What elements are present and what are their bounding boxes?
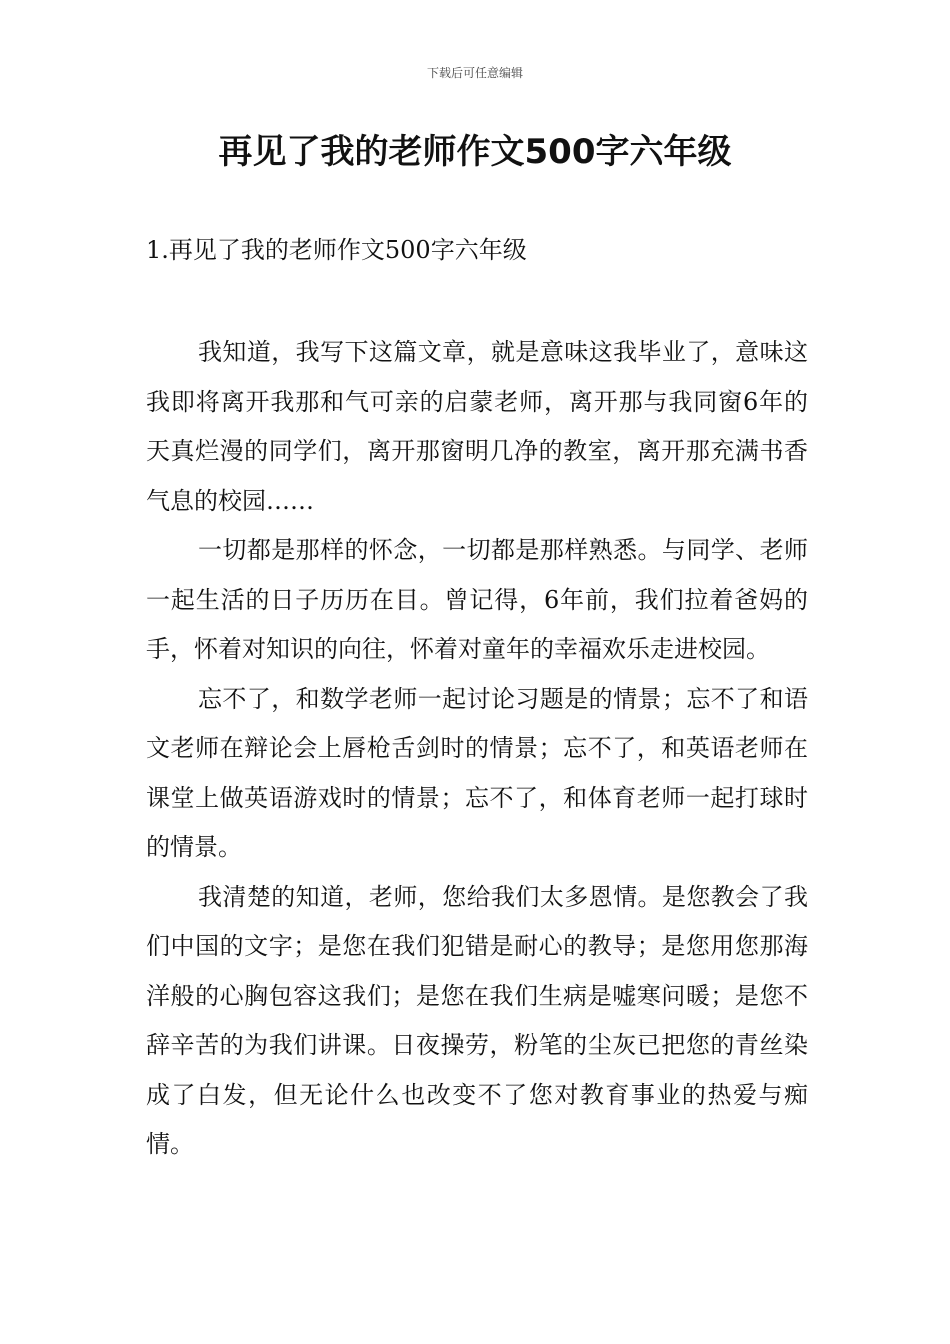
section-heading: 1.再见了我的老师作文500字六年级: [146, 236, 527, 264]
document-body: [146, 328, 808, 1170]
document-title: 再见了我的老师作文500字六年级: [218, 132, 732, 172]
paragraph: 我知道，我写下这篇文章，就是意味这我毕业了，意味这我即将离开我那和气可亲的启蒙老师，离开那与我同窗6年的天真烂漫的同学们，离开那窗明几净的教室，离开那充满书香气息的校园……: [146, 338, 808, 515]
header-note: 下载后可任意编辑: [426, 66, 523, 80]
paragraph: 一切都是那样的怀念，一切都是那样熟悉。与同学、老师一起生活的日子历历在目。曾记得，6年前，我们拉着爸妈的手，怀着对知识的向往，怀着对童年的幸福欢乐走进校园。: [146, 536, 808, 663]
paragraph: 忘不了，和数学老师一起讨论习题是的情景；忘不了和语文老师在辩论会上唇枪舌剑时的情景；忘不了，和英语老师在课堂上做英语游戏时的情景；忘不了，和体育老师一起打球时的情景。: [146, 684, 808, 861]
paragraph: 我清楚的知道，老师，您给我们太多恩情。是您教会了我们中国的文字；是您在我们犯错是耐心的教导；是您用您那海洋般的心胸包容这我们；是您在我们生病是嘘寒问暖；是您不辞辛苦的为我们讲课。日夜操劳，粉笔的尘灰已把您的青丝染成了白发，但无论什么也改变不了您对教育事业的热爱与痴情。: [146, 882, 808, 1158]
